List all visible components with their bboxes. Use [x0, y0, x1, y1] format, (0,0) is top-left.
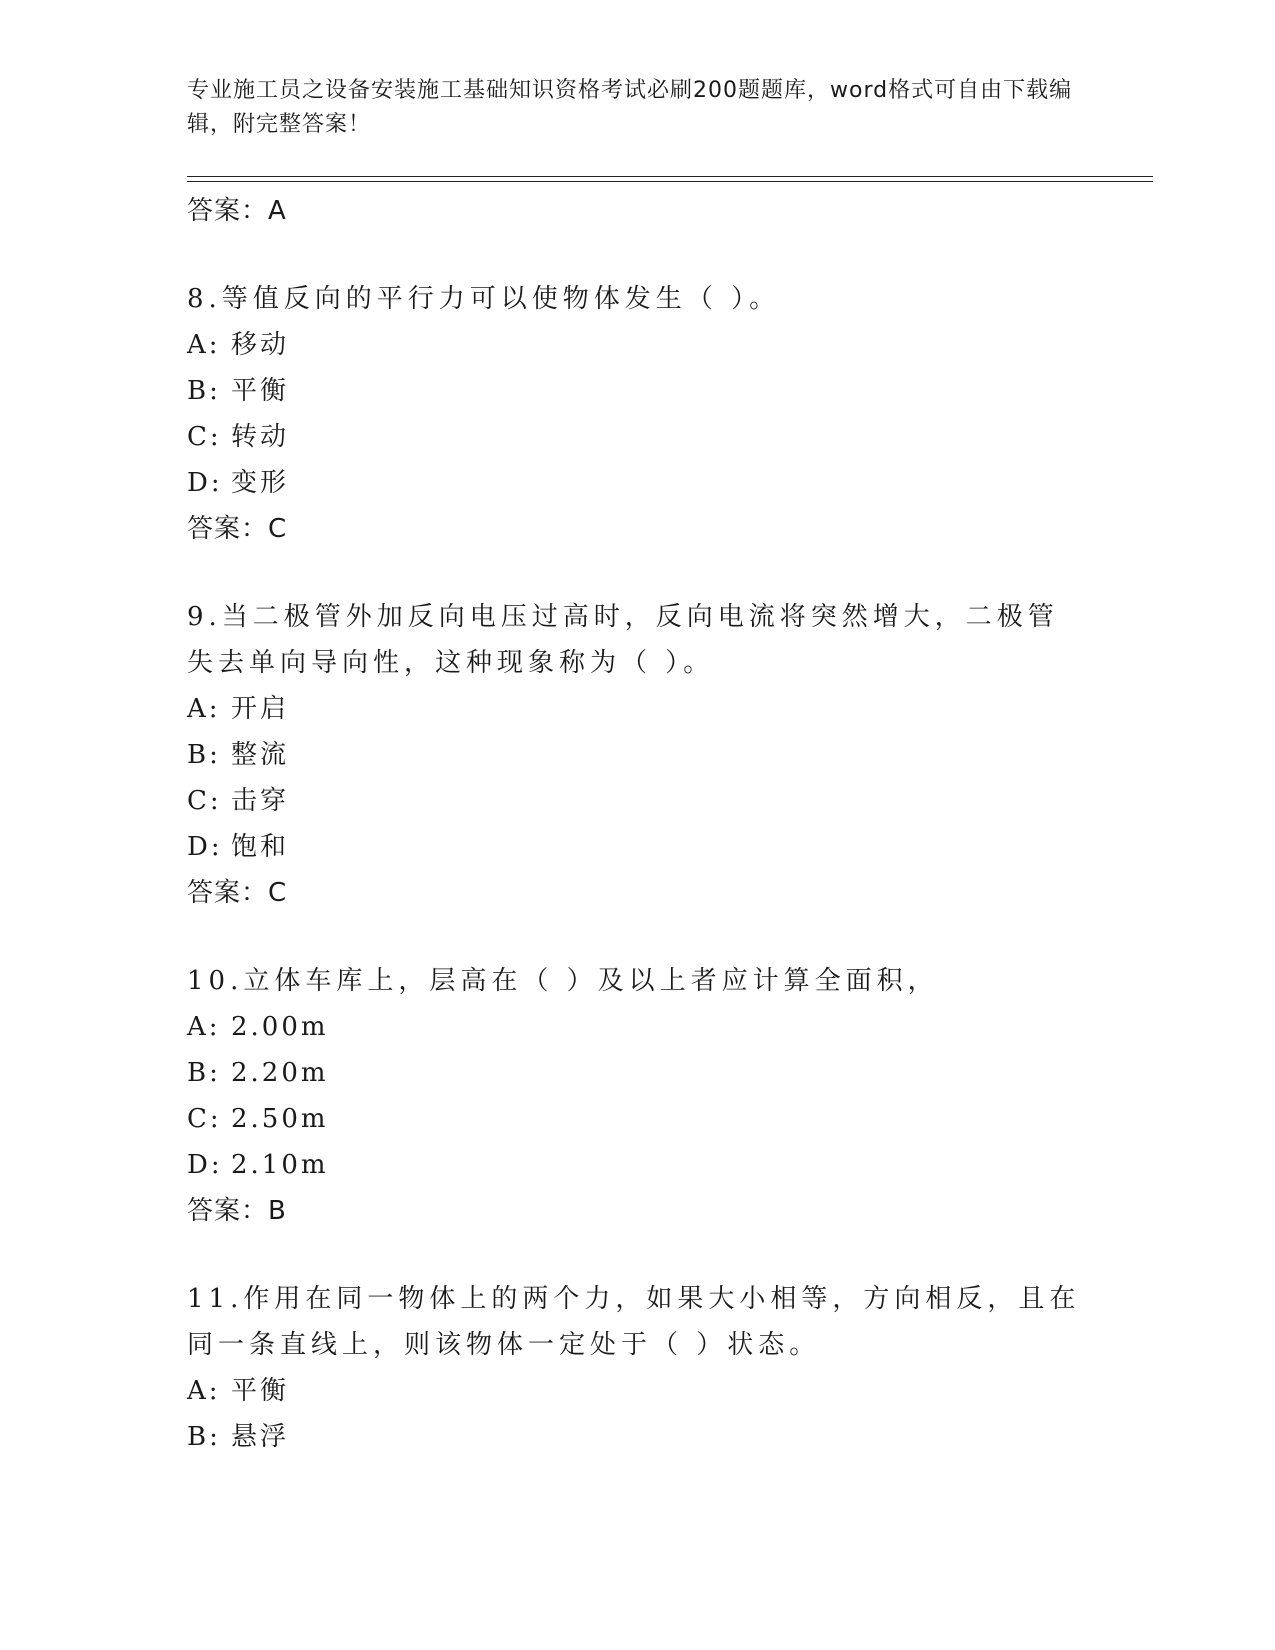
- option-letter: A:: [187, 330, 221, 360]
- option-letter: D:: [187, 468, 223, 498]
- answer-label: 答案：C: [187, 878, 288, 908]
- option-letter: C:: [187, 786, 222, 816]
- question-8: [187, 276, 1087, 552]
- option-letter: A:: [187, 1012, 221, 1042]
- option-letter: B:: [187, 1422, 221, 1452]
- option-b: [187, 1050, 1087, 1096]
- answer-label: 答案：C: [187, 514, 288, 544]
- option-text: 移动: [231, 330, 290, 360]
- question-9: [187, 594, 1087, 916]
- option-c: [187, 778, 1087, 824]
- option-text: 2.50m: [231, 1104, 329, 1134]
- option-text: 击穿: [231, 786, 290, 816]
- option-text: 开启: [231, 694, 290, 724]
- option-text: 悬浮: [231, 1422, 290, 1452]
- answer-label: 答案：B: [187, 1196, 287, 1226]
- option-text: 平衡: [231, 376, 290, 406]
- option-text: 2.20m: [231, 1058, 329, 1088]
- option-letter: D:: [187, 832, 223, 862]
- option-a: [187, 686, 1087, 732]
- option-letter: A:: [187, 694, 221, 724]
- question-text: 10.立体车库上，层高在（ ）及以上者应计算全面积，: [187, 966, 939, 996]
- option-b: [187, 1414, 1087, 1460]
- question-10: [187, 958, 1087, 1234]
- option-letter: A:: [187, 1376, 221, 1406]
- question-text: 11.作用在同一物体上的两个力，如果大小相等，方向相反，且在同一条直线上，则该物体一定处于（ ）状态。: [187, 1284, 1081, 1360]
- option-a: [187, 1004, 1087, 1050]
- option-letter: B:: [187, 376, 221, 406]
- option-text: 平衡: [231, 1376, 290, 1406]
- option-d: [187, 824, 1087, 870]
- option-d: [187, 460, 1087, 506]
- option-letter: B:: [187, 1058, 221, 1088]
- option-text: 变形: [231, 468, 290, 498]
- option-letter: C:: [187, 422, 222, 452]
- question-text: 9.当二极管外加反向电压过高时，反向电流将突然增大，二极管失去单向导向性，这种现象称为（ ）。: [187, 602, 1059, 678]
- option-c: [187, 1096, 1087, 1142]
- option-text: 2.10m: [231, 1150, 329, 1180]
- question-text: 8.等值反向的平行力可以使物体发生（ ）。: [187, 284, 781, 314]
- question-11: [187, 1276, 1087, 1460]
- option-letter: B:: [187, 740, 221, 770]
- option-a: [187, 1368, 1087, 1414]
- option-letter: C:: [187, 1104, 222, 1134]
- option-letter: D:: [187, 1150, 223, 1180]
- option-text: 饱和: [231, 832, 290, 862]
- page-header: 专业施工员之设备安装施工基础知识资格考试必刷200题题库，word格式可自由下载编辑，附完整答案！: [187, 78, 1073, 137]
- option-b: [187, 732, 1087, 778]
- option-a: [187, 322, 1087, 368]
- header-divider: [187, 176, 1153, 182]
- option-text: 整流: [231, 740, 290, 770]
- answer-label: 答案：A: [187, 196, 287, 226]
- option-d: [187, 1142, 1087, 1188]
- option-c: [187, 414, 1087, 460]
- option-text: 2.00m: [231, 1012, 329, 1042]
- question-list: [187, 188, 1087, 1460]
- option-b: [187, 368, 1087, 414]
- option-text: 转动: [231, 422, 290, 452]
